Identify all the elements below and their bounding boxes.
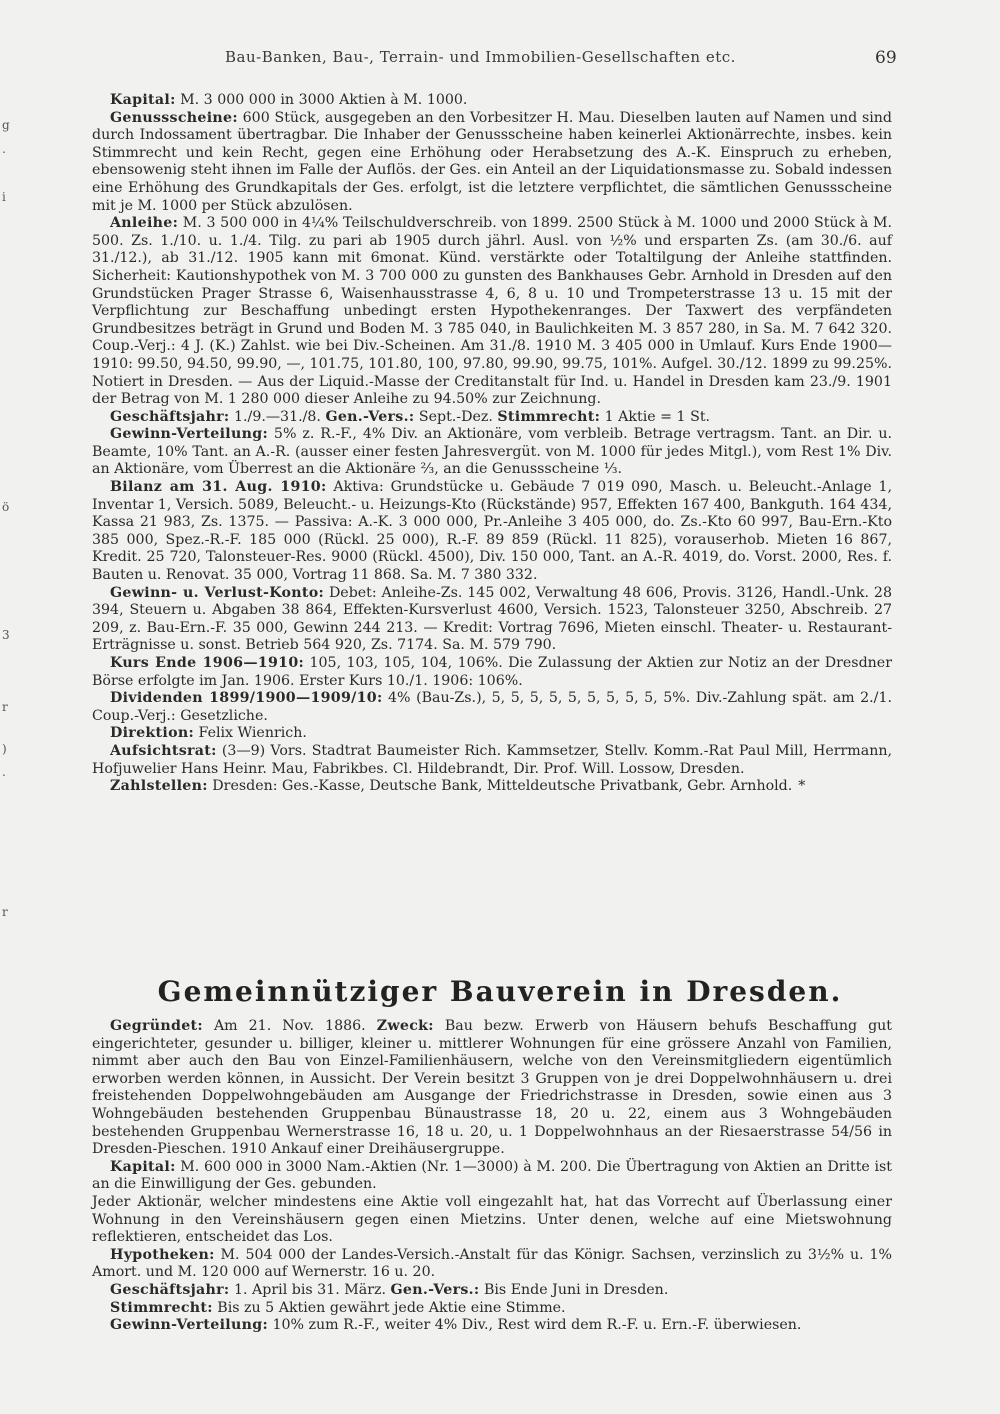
field-label: Bilanz am 31. Aug. 1910:	[110, 479, 327, 496]
field-label: Zweck:	[376, 1018, 434, 1034]
field-text: 10% zum R.-F., weiter 4% Div., Rest wird dem R.-F. u. Ern.-F. überwiesen.	[272, 1317, 802, 1334]
paragraph	[92, 778, 892, 796]
paragraph	[92, 409, 892, 427]
field-text: 600 Stück, ausgegeben an den Vorbesitzer H. Mau. Dieselben lauten auf Namen und sind durch Indossament übertragbar. Die Inhaber der Genussscheine haben keinerlei Aktionärrechte, insbes. kein Stimmrecht und kein Recht, gegen eine Erhöhung oder Herabsetzung des A.-K. Einspruch zu erheben, ebensowenig steht ihnen im Falle der Auflös. der Ges. ein Anteil an der Liquidationsmasse zu. Sobald indessen eine Erhöhung des Grundkapitals der Ges. erfolgt, ist die letztere verpflichtet, die sämtlichen Genussscheine mit je M. 1000 per Stück abzulösen.	[92, 109, 892, 214]
margin-mark: .	[2, 765, 6, 779]
field-text: Am 21. Nov. 1886.	[213, 1018, 366, 1034]
paragraph	[92, 1282, 892, 1300]
paragraph	[92, 655, 892, 690]
paragraph	[92, 92, 892, 110]
field-label: Kapital:	[110, 1158, 176, 1175]
field-text: 1 Aktie = 1 St.	[604, 408, 711, 425]
running-title: Bau-Banken, Bau-, Terrain- und Immobilien-Gesellschaften etc.	[225, 48, 736, 66]
field-label: Hypotheken:	[110, 1246, 215, 1263]
field-text: Bau bezw. Erwerb von Häusern behufs Beschaffung gut eingerichteter, gesunder u. billiger, kleiner u. mittlerer Wohnungen für eine grössere Anzahl von Familien, nimmt aber auch den Bau von Einzel-Familienhäusern, welche von den Vereinsmitgliedern eigentümlich erworben werden können, in Aussicht. Der Verein besitzt 3 Gruppen von je drei Doppelwohnhäusern u. drei freistehenden Doppelwohngebäuden am Ausgange der Friedrichstrasse in Dresden, sowie einen aus 3 Wohngebäuden bestehenden Gruppenbau Bünaustrasse 18, 20 u. 22, einem aus 3 Wohngebäuden bestehenden Gruppenbau Wernerstrasse 16, 18 u. 20, u. 1 Doppelwohnhaus an der Riesaerstrasse 54/56 in Dresden-Pieschen. 1910 Ankauf einer Dreihäusergruppe.	[92, 1018, 893, 1158]
field-label: Stimmrecht:	[110, 1299, 213, 1316]
field-text: M. 3 000 000 in 3000 Aktien à M. 1000.	[180, 92, 468, 108]
paragraph	[92, 690, 892, 725]
field-label: Gewinn-Verteilung:	[110, 1317, 268, 1334]
section-title: Gemeinnütziger Bauverein in Dresden.	[157, 975, 843, 1008]
margin-mark: r	[2, 700, 8, 714]
field-text: 105, 103, 105, 104, 106%. Die Zulassung der Aktien zur Notiz an der Dresdner Börse erfolgte im Jan. 1906. Erster Kurs 10./1. 1906: 106%.	[92, 655, 892, 689]
margin-mark: .	[2, 142, 6, 156]
field-text: 4% (Bau-Zs.), 5, 5, 5, 5, 5, 5, 5, 5, 5, 5%. Div.-Zahlung spät. am 2./1. Coup.-Verj.: Gesetzliche.	[92, 690, 892, 724]
field-label: Aufsichtsrat:	[110, 742, 217, 759]
paragraph	[92, 725, 892, 743]
field-text: 1./9.—31./8.	[234, 408, 321, 425]
entry-gemeinnuetziger-bauverein	[92, 1018, 892, 1335]
field-label: Anleihe:	[110, 215, 179, 232]
field-text: Debet: Anleihe-Zs. 145 002, Verwaltung 48 606, Provis. 3126, Handl.-Unk. 28 394, Steuern u. Abgaben 38 864, Effekten-Kursverlust 4600, Versich. 1523, Talonsteuer 3250, Abschreib. 27 209, z. Bau-Ern.-F. 35 000, Gewinn 244 213. — Kredit: Vortrag 7696, Mieten einschl. Theater- u. Restaurant-Erträgnisse u. sonst. Betrieb 564 920, Zs. 7174. Sa. M. 579 790.	[92, 584, 892, 654]
footnote-star: *	[798, 778, 806, 795]
field-label: Gen.-Vers.:	[325, 408, 415, 425]
field-text: (3—9) Vors. Stadtrat Baumeister Rich. Kammsetzer, Stellv. Komm.-Rat Paul Mill, Herrmann, Hofjuwelier Hans Heinr. Mau, Fabrikbes. Cl. Hildebrandt, Dir. Prof. Will. Lossow, Dresden.	[92, 742, 893, 777]
field-text: 5% z. R.-F., 4% Div. an Aktionäre, vom verbleib. Betrage vertragsm. Tant. an Dir. u. Beamte, 10% Tant. an A.-R. (ausser einer festen Jahresvergüt. von M. 1000 für jedes Mitgl.), vom Rest 1% Div. an Aktionäre, vom Überrest an die Aktionäre ⅔, an die Genussscheine ⅓.	[92, 426, 892, 478]
paragraph	[92, 215, 892, 409]
field-label: Kurs Ende 1906—1910:	[110, 655, 305, 671]
paragraph	[92, 1317, 892, 1335]
field-text: Aktiva: Grundstücke u. Gebäude 7 019 090, Masch. u. Beleucht.-Anlage 1, Inventar 1, Versich. 5089, Beleucht.- u. Heizungs-Kto (Rückstände) 957, Effekten 167 400, Bankguth. 164 434, Kassa 21 983, Zs. 1375. — Passiva: A.-K. 3 000 000, Pr.-Anleihe 3 405 000, do. Zs.-Kto 60 997, Bau-Ern.-Kto 385 000, Spez.-R.-F. 185 000 (Rückl. 25 000), R.-F. 89 859 (Rückl. 11 825), vorauserhob. Mieten 16 867, Kredit. 25 720, Talonsteuer-Res. 9000 (Rückl. 4500), Div. 150 000, Tant. an A.-R. 4019, do. Vorst. 2000, Res. f. Bauten u. Renovat. 35 000, Vortrag 11 868. Sa. M. 7 380 332.	[92, 479, 893, 584]
paragraph	[92, 585, 892, 655]
entry-bau-gesellschaft	[92, 92, 892, 796]
field-label: Gewinn-Verteilung:	[110, 426, 268, 443]
field-label: Stimmrecht:	[497, 408, 601, 425]
paragraph	[92, 1300, 892, 1318]
field-text: M. 3 500 000 in 4¼% Teilschuldverschreib. von 1899. 2500 Stück à M. 1000 und 2000 Stück à M. 500. Zs. 1./10. u. 1./4. Tilg. zu pari ab 1905 durch jährl. Ausl. von ½% und ersparten Zs. (am 30./6. auf 31./12.), ab 31./12. 1905 kann mit 6monat. Künd. verstärkte oder Totaltilgung der Anleihe stattfinden. Sicherheit: Kautionshypothek von M. 3 700 000 zu gunsten des Bankhauses Gebr. Arnhold in Dresden auf den Grundstücken Prager Strasse 6, Waisenhausstrasse 4, 6, 8 u. 10 und Trompeterstrasse 13 u. 15 mit der Verpflichtung zur Beschaffung unbedingt ersten Hypothekenranges. Der Taxwert des verpfändeten Grundbesitzes beträgt in Grund und Boden M. 3 785 040, in Baulichkeiten M. 3 857 280, in Sa. M. 7 642 320. Coup.-Verj.: 4 J. (K.) Zahlst. wie bei Div.-Scheinen. Am 31./8. 1910 M. 3 405 000 in Umlauf. Kurs Ende 1900—1910: 99.50, 94.50, 99.90, —, 101.75, 101.80, 100, 97.80, 99.90, 99.75, 101%. Aufgel. 30./12. 1899 zu 99.25%. Notiert in Dresden. — Aus der Liquid.-Masse der Creditanstalt für Ind. u. Handel in Dresden kam 23./9. 1901 der Betrag von M. 1 280 000 dieser Anleihe zu 94.50% zur Zeichnung.	[92, 215, 892, 408]
paragraph	[92, 1159, 892, 1194]
field-label: Geschäftsjahr:	[110, 408, 230, 425]
paragraph	[92, 479, 892, 585]
field-text: Sept.-Dez.	[418, 408, 493, 425]
field-text: Jeder Aktionär, welcher mindestens eine Aktie voll eingezahlt hat, hat das Vorrecht auf Überlassung einer Wohnung in den Vereinshäusern gegen einen Mietzins. Unter denen, welche auf eine Mietswohnung reflektieren, entscheidet das Los.	[92, 1193, 892, 1246]
field-text: Bis zu 5 Aktien gewährt jede Aktie eine Stimme.	[217, 1299, 566, 1316]
paragraph	[92, 1194, 892, 1247]
field-label: Geschäftsjahr:	[110, 1281, 230, 1298]
field-label: Kapital:	[110, 92, 176, 108]
page-number: 69	[875, 48, 897, 68]
field-label: Dividenden 1899/1900—1909/10:	[110, 690, 383, 707]
field-label: Gewinn- u. Verlust-Konto:	[110, 584, 325, 601]
field-label: Genussscheine:	[110, 109, 238, 126]
field-label: Direktion:	[110, 725, 194, 742]
field-label: Gegründet:	[110, 1018, 203, 1034]
field-text: M. 600 000 in 3000 Nam.-Aktien (Nr. 1—3000) à M. 200. Die Übertragung von Aktien an Dritte ist an die Einwilligung der Ges. gebunden.	[92, 1158, 892, 1193]
paragraph	[92, 1018, 892, 1159]
field-text: M. 504 000 der Landes-Versich.-Anstalt für das Königr. Sachsen, verzinslich zu 3½% u. 1% Amort. und M. 120 000 auf Wernerstr. 16 u. 20.	[92, 1246, 893, 1281]
paragraph	[92, 1247, 892, 1282]
margin-mark: ö	[2, 500, 10, 514]
margin-mark: 3	[2, 628, 10, 642]
field-text: Bis Ende Juni in Dresden.	[483, 1281, 669, 1298]
field-label: Gen.-Vers.:	[390, 1281, 480, 1298]
field-text: Felix Wienrich.	[198, 725, 307, 742]
margin-mark: )	[2, 742, 7, 756]
field-text: Dresden: Ges.-Kasse, Deutsche Bank, Mitteldeutsche Privatbank, Gebr. Arnhold.	[212, 778, 793, 795]
paragraph	[92, 426, 892, 479]
paragraph	[92, 743, 892, 778]
field-label: Zahlstellen:	[110, 778, 208, 795]
margin-mark: r	[2, 905, 8, 919]
field-text: 1. April bis 31. März.	[234, 1281, 386, 1298]
page-header	[0, 48, 1000, 78]
margin-mark: i	[2, 190, 6, 204]
paragraph	[92, 110, 892, 216]
margin-mark: g	[2, 118, 10, 132]
